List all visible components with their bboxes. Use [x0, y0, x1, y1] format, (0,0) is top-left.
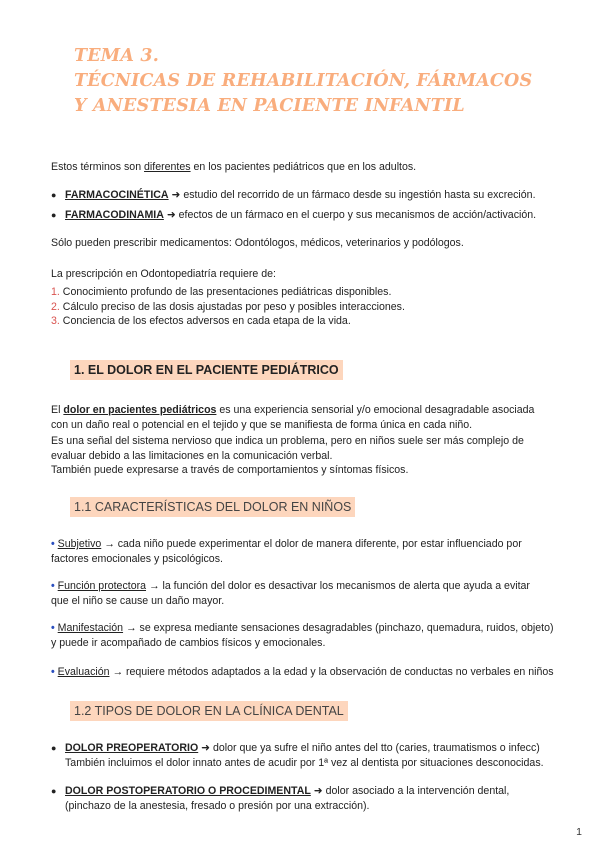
- intro-paragraph: Estos términos son diferentes en los pacientes pediátricos que en los adultos.: [51, 161, 417, 173]
- pain-signal-paragraph: Es una señal del sistema nervioso que indica un problema, pero en niños suele ser más complejo de evaluar debido a las limitaciones en la comunicación verbal. También puede expresarse a través de comportamientos y síntomas físicos.: [51, 435, 524, 476]
- characteristic-item: • Subjetivo → cada niño puede experimentar el dolor de manera diferente, por estar influenciado por factores emocionales y psicológicos.: [51, 538, 522, 565]
- list-item: 2. Cálculo preciso de las dosis ajustadas por peso y posibles interacciones.: [51, 300, 405, 313]
- term-list: [51, 188, 571, 222]
- document-title: [74, 44, 574, 119]
- section-heading-1-1: 1.1 CARACTERÍSTICAS DEL DOLOR EN NIÑOS: [70, 497, 355, 517]
- section-heading-1: 1. EL DOLOR EN EL PACIENTE PEDIÁTRICO: [70, 360, 343, 380]
- numbered-list: [51, 285, 571, 329]
- characteristic-item: • Evaluación → requiere métodos adaptados a la edad y la observación de conductas no verbales en niños: [51, 666, 554, 678]
- prescription-intro: La prescripción en Odontopediatría requiere de:: [51, 268, 276, 280]
- prescribers-paragraph: Sólo pueden prescribir medicamentos: Odontólogos, médicos, veterinarios y podólogos.: [51, 237, 464, 249]
- pain-definition-paragraph: El dolor en pacientes pediátricos es una experiencia sensorial y/o emocional desagradable asociada con un daño real o potencial en el tejido y que se manifiesta de forma única en cada niño.: [51, 404, 535, 431]
- title-line-3: Y ANESTESIA EN PACIENTE INFANTIL: [74, 96, 465, 116]
- characteristic-item: • Manifestación → se expresa mediante sensaciones desagradables (pinchazo, quemadura, ruidos, objeto) y puede ir acompañado de cambios físicos y emocionales.: [51, 622, 554, 649]
- list-item: ● FARMACODINAMIA ➜ efectos de un fármaco en el cuerpo y sus mecanismos de acción/activación.: [51, 208, 537, 221]
- bullet-icon: ●: [51, 190, 57, 200]
- pain-type-item: ● DOLOR PREOPERATORIO ➜ dolor que ya sufre el niño antes del tto (caries, traumatismos o infecc) También incluimos el dolor innato antes de acudir por 1ª vez al dentista por situaciones desconocidas.: [51, 742, 544, 769]
- list-item: 1. Conocimiento profundo de las presentaciones pediátricas disponibles.: [51, 286, 392, 298]
- title-line-2: TÉCNICAS DE REHABILITACIÓN, FÁRMACOS: [74, 71, 533, 91]
- bullet-icon: ●: [51, 209, 57, 220]
- section-heading-1-2: 1.2 TIPOS DE DOLOR EN LA CLÍNICA DENTAL: [70, 701, 348, 721]
- title-line-1: TEMA 3.: [74, 46, 160, 66]
- bullet-icon: ●: [51, 786, 57, 796]
- pain-type-item: ● DOLOR POSTOPERATORIO O PROCEDIMENTAL ➜ dolor asociado a la intervención dental, (pinchazo de la anestesia, fresado o presión por una extracción).: [51, 785, 510, 812]
- page-number: 1: [576, 826, 582, 838]
- characteristic-item: • Función protectora → la función del dolor es desactivar los mecanismos de alerta que ayuda a evitar que el niño se cause un daño mayor.: [51, 580, 530, 607]
- list-item: ● FARMACOCINÉTICA ➜ estudio del recorrido de un fármaco desde su ingestión hasta su excreción.: [51, 189, 536, 201]
- bullet-icon: ●: [51, 743, 57, 753]
- list-item: 3. Conciencia de los efectos adversos en cada etapa de la vida.: [51, 315, 351, 327]
